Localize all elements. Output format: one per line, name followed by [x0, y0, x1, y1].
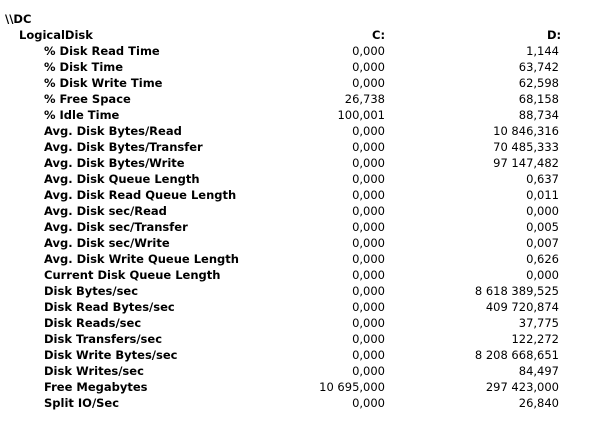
counter-value-c: 0,000: [352, 364, 385, 378]
counter-value-c: 0,000: [352, 348, 385, 362]
counter-value-d: 62,598: [518, 76, 559, 90]
counter-value-c: 0,000: [352, 188, 385, 202]
counter-value-d: 84,497: [518, 364, 559, 378]
instance-header-c: C:: [372, 28, 386, 42]
counter-value-c: 0,000: [352, 204, 385, 218]
counter-name: Disk Write Bytes/sec: [44, 348, 178, 362]
counter-row: [0, 395, 613, 411]
counter-row: [0, 315, 613, 331]
counter-value-c: 0,000: [352, 268, 385, 282]
counter-row: [0, 139, 613, 155]
counter-value-c: 0,000: [352, 284, 385, 298]
counter-value-c: 0,000: [352, 156, 385, 170]
counter-value-d: 0,005: [526, 220, 559, 234]
counter-value-c: 0,000: [352, 220, 385, 234]
counter-row: [0, 219, 613, 235]
counter-value-c: 0,000: [352, 236, 385, 250]
counter-row: [0, 75, 613, 91]
counter-name: % Idle Time: [44, 108, 120, 122]
counter-row: [0, 43, 613, 59]
counter-value-c: 10 695,000: [319, 380, 385, 394]
counter-value-c: 26,738: [344, 92, 385, 106]
counter-row: [0, 203, 613, 219]
counter-value-c: 0,000: [352, 60, 385, 74]
counter-value-d: 63,742: [518, 60, 559, 74]
counter-name: Current Disk Queue Length: [44, 268, 221, 282]
counter-value-d: 37,775: [518, 316, 559, 330]
counter-value-d: 8 208 668,651: [474, 348, 559, 362]
counter-row: [0, 171, 613, 187]
counter-value-d: 10 846,316: [493, 124, 559, 138]
counter-row: [0, 155, 613, 171]
counter-value-d: 409 720,874: [485, 300, 559, 314]
counter-name: Avg. Disk sec/Transfer: [44, 220, 188, 234]
counter-name: % Free Space: [44, 92, 131, 106]
counter-value-c: 100,001: [337, 108, 385, 122]
counter-value-d: 297 423,000: [485, 380, 559, 394]
counter-value-d: 8 618 389,525: [474, 284, 559, 298]
counter-row: [0, 379, 613, 395]
counter-value-c: 0,000: [352, 316, 385, 330]
counter-name: % Disk Read Time: [44, 44, 160, 58]
counter-row: [0, 331, 613, 347]
counter-value-c: 0,000: [352, 124, 385, 138]
counter-name: Free Megabytes: [44, 380, 148, 394]
counter-name: % Disk Write Time: [44, 76, 163, 90]
counter-value-d: 0,000: [526, 204, 559, 218]
counter-row: [0, 251, 613, 267]
counter-name: Disk Bytes/sec: [44, 284, 139, 298]
counter-value-d: 0,011: [526, 188, 559, 202]
counter-value-c: 0,000: [352, 332, 385, 346]
counter-name: Avg. Disk sec/Read: [44, 204, 167, 218]
counter-value-d: 0,637: [526, 172, 559, 186]
counter-row: [0, 123, 613, 139]
counter-name: Avg. Disk sec/Write: [44, 236, 170, 250]
counter-value-c: 0,000: [352, 44, 385, 58]
counter-name: Split IO/Sec: [44, 396, 120, 410]
instance-header-d: D:: [547, 28, 562, 42]
counter-value-d: 0,007: [526, 236, 559, 250]
counter-name: Disk Writes/sec: [44, 364, 144, 378]
counter-value-c: 0,000: [352, 76, 385, 90]
counter-row: [0, 59, 613, 75]
counter-row: [0, 235, 613, 251]
counter-value-d: 26,840: [518, 396, 559, 410]
counter-value-d: 70 485,333: [493, 140, 559, 154]
machine-name: \\DC: [5, 12, 32, 26]
counter-row: [0, 347, 613, 363]
counter-value-d: 122,272: [511, 332, 559, 346]
counter-row: [0, 187, 613, 203]
counter-value-c: 0,000: [352, 252, 385, 266]
counter-value-c: 0,000: [352, 396, 385, 410]
counter-row: [0, 299, 613, 315]
counter-value-d: 68,158: [518, 92, 559, 106]
counter-row: [0, 283, 613, 299]
counter-name: Avg. Disk Bytes/Read: [44, 124, 182, 138]
counter-name: Disk Transfers/sec: [44, 332, 163, 346]
counter-row: [0, 267, 613, 283]
counter-value-c: 0,000: [352, 300, 385, 314]
counter-value-d: 88,734: [518, 108, 559, 122]
counter-value-d: 97 147,482: [493, 156, 559, 170]
counter-name: Avg. Disk Queue Length: [44, 172, 200, 186]
counter-name: Disk Reads/sec: [44, 316, 142, 330]
counter-name: Avg. Disk Read Queue Length: [44, 188, 237, 202]
counter-name: Avg. Disk Bytes/Transfer: [44, 140, 203, 154]
counter-value-d: 1,144: [526, 44, 559, 58]
counter-name: Avg. Disk Bytes/Write: [44, 156, 185, 170]
counter-value-c: 0,000: [352, 140, 385, 154]
counter-value-d: 0,626: [526, 252, 559, 266]
counter-row: [0, 91, 613, 107]
counter-value-d: 0,000: [526, 268, 559, 282]
object-name: LogicalDisk: [19, 28, 93, 42]
counter-name: % Disk Time: [44, 60, 124, 74]
counter-name: Avg. Disk Write Queue Length: [44, 252, 239, 266]
counter-name: Disk Read Bytes/sec: [44, 300, 175, 314]
counter-value-c: 0,000: [352, 172, 385, 186]
counter-row: [0, 107, 613, 123]
counter-row: [0, 363, 613, 379]
